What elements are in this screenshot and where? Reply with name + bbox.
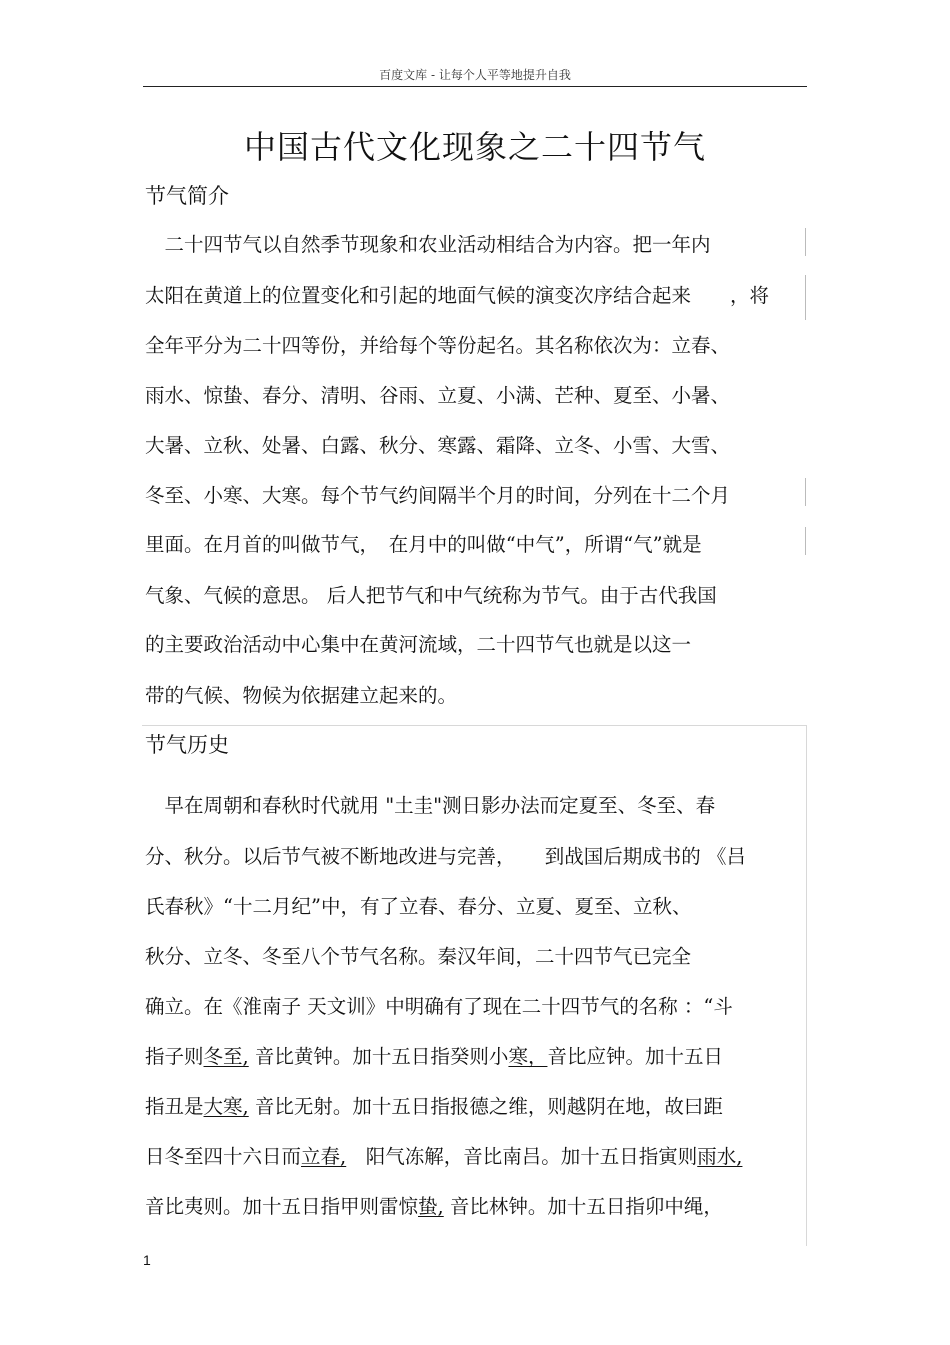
margin-bar [805, 275, 806, 320]
paragraph-line: 冬至、小寒、大寒。每个节气约间隔半个月的时间，分列在十二个月 [145, 484, 731, 507]
paragraph-line: 指子则冬至, 音比黄钟。加十五日指癸则小寒，音比应钟。加十五日 [145, 1045, 723, 1068]
section-heading-intro: 节气简介 [145, 184, 229, 208]
term-underlined: 蛰, [418, 1195, 444, 1218]
paragraph-line: 气象、气候的意思。 后人把节气和中气统称为节气。由于古代我国 [145, 584, 717, 607]
margin-bar [805, 478, 806, 506]
paragraph-line: 日冬至四十六日而立春, 阳气冻解，音比南吕。加十五日指寅则雨水, [145, 1145, 743, 1168]
paragraph-line: 秋分、立冬、冬至八个节气名称。秦汉年间，二十四节气已完全 [145, 945, 692, 968]
paragraph-line: 二十四节气以自然季节现象和农业活动相结合为内容。把一年内 [145, 233, 711, 256]
term-underlined: 雨水, [697, 1145, 743, 1168]
term-underlined: 大寒, [203, 1095, 249, 1118]
paragraph-line: 里面。在月首的叫做节气， 在月中的叫做“中气”，所谓“气”就是 [145, 533, 702, 556]
term-underlined: 寒， [508, 1045, 548, 1068]
paragraph-line: 太阳在黄道上的位置变化和引起的地面气候的演变次序结合起来 ，将 [145, 284, 770, 307]
page-header: 百度文库 - 让每个人平等地提升自我 [379, 68, 571, 82]
paragraph-line: 音比夷则。加十五日指甲则雷惊蛰, 音比林钟。加十五日指卯中绳， [145, 1195, 723, 1218]
page-number: 1 [143, 1252, 151, 1268]
paragraph-line: 分、秋分。以后节气被不断地改进与完善， 到战国后期成书的 《吕 [145, 845, 746, 868]
section-heading-history: 节气历史 [145, 733, 229, 757]
paragraph-line: 大暑、立秋、处暑、白露、秋分、寒露、霜降、立冬、小雪、大雪、 [145, 434, 731, 457]
term-underlined: 立春, [301, 1145, 347, 1168]
paragraph-line: 氏春秋》“十二月纪”中，有了立春、春分、立夏、夏至、立秋、 [145, 895, 692, 918]
paragraph-line: 确立。在《淮南子 天文训》中明确有了现在二十四节气的名称 ：“斗 [145, 995, 733, 1018]
margin-bar [805, 228, 806, 256]
term-underlined: 冬至, [203, 1045, 249, 1068]
paragraph-line: 全年平分为二十四等份，并给每个等份起名。其名称依次为：立春、 [145, 334, 731, 357]
paragraph-line: 的主要政治活动中心集中在黄河流域，二十四节气也就是以这一 [145, 633, 692, 656]
paragraph-line: 指丑是大寒, 音比无射。加十五日指报德之维，则越阴在地，故曰距 [145, 1095, 723, 1118]
margin-bar [805, 527, 806, 555]
header-divider [143, 86, 807, 87]
paragraph-line: 雨水、惊蛰、春分、清明、谷雨、立夏、小满、芒种、夏至、小暑、 [145, 384, 731, 407]
paragraph-line: 早在周朝和春秋时代就用 "土圭"测日影办法而定夏至、冬至、春 [145, 794, 716, 817]
paragraph-line: 带的气候、物候为依据建立起来的。 [145, 684, 458, 707]
document-title: 中国古代文化现象之二十四节气 [243, 128, 706, 166]
